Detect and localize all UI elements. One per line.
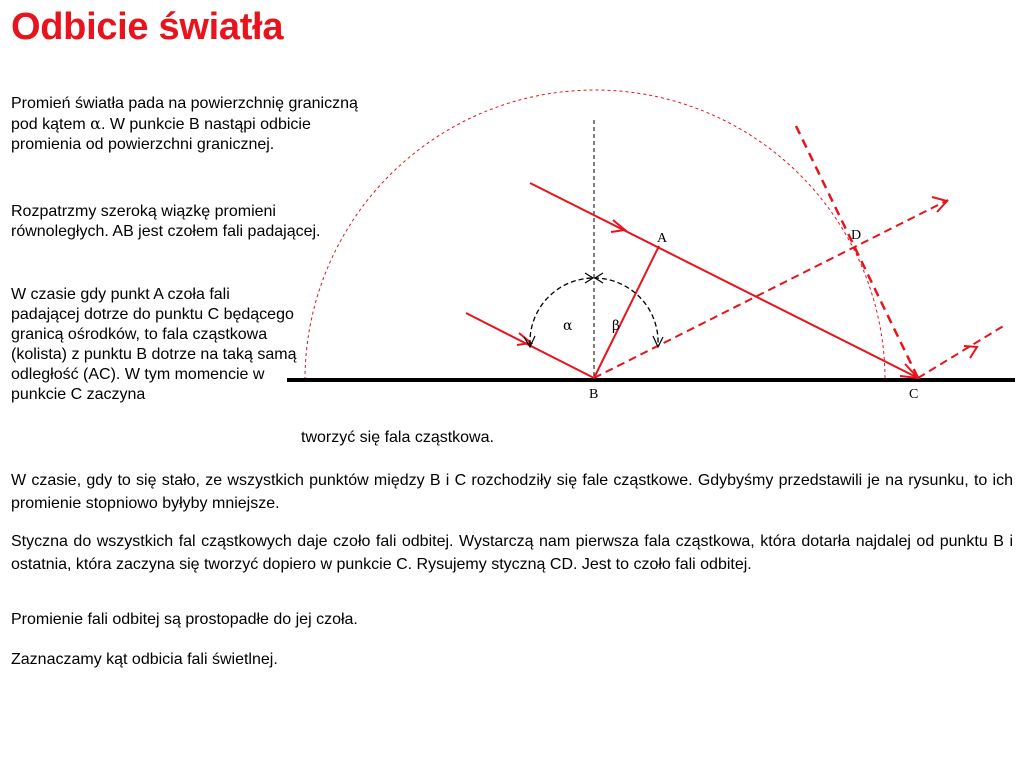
paragraph-secondary-wave-continued: tworzyć się fala cząstkowa.: [301, 429, 494, 446]
paragraph-reflection-angle: Zaznaczamy kąt odbicia fali świetlnej.: [11, 651, 278, 668]
angle-arc-alpha: [530, 278, 594, 345]
paragraph-wide-beam: Rozpatrzmy szeroką wiązkę promieni równoległych. AB jest czołem fali padającej.: [11, 203, 321, 240]
wavefront-ab: [594, 246, 659, 378]
paragraph-tangent: Styczna do wszystkich fal cząstkowych daje czoło fali odbitej. Wystarczą nam pierwsza fala cząstkowa, która dotarła najdalej od punktu B i ostatnia, która zaczyna się tworzyć dopiero w punkcie C. Rysujemy styczną CD. Jest to czoło fali odbitej.: [11, 533, 1013, 573]
label-angle-alpha: α: [563, 318, 573, 334]
incident-ray-upper-arrow: [611, 220, 625, 232]
slide-title: Odbicie światła: [11, 6, 284, 48]
paragraph-perpendicular: Promienie fali odbitej są prostopadłe do jej czoła.: [11, 611, 358, 628]
label-point-a: A: [657, 231, 668, 246]
intro-text-end: . W punkcie B nastąpi odbicie promienia od powierzchni granicznej.: [11, 116, 311, 153]
incident-ray-lower: [466, 313, 594, 378]
reflected-ray-b-arrow: [932, 197, 947, 212]
paragraph-wavelets: W czasie, gdy to się stało, ze wszystkich punktów między B i C rozchodziły się fale cząstkowe. Gdybyśmy przedstawili je na rysunku, to ich promienie stopniowo byłyby mniejsze.: [11, 472, 1013, 512]
wavefront-cd: [796, 126, 918, 378]
alpha-symbol: α: [90, 114, 101, 133]
wavelet-arc-b: [305, 90, 885, 380]
label-angle-beta: β: [612, 318, 621, 334]
label-point-c: C: [909, 387, 919, 402]
label-point-b: B: [589, 387, 599, 402]
reflected-ray-b: [594, 200, 948, 378]
intro-text-start: Promień światła pada na powierzchnię graniczną pod kątem: [11, 95, 358, 133]
reflected-ray-c: [918, 325, 1005, 378]
paragraph-secondary-wave: W czasie gdy punkt A czoła fali padającej dotrze do punktu C będącego granicą ośrodków, to fala cząstkowa (kolista) z punktu B dotrze na taką samą odległość (AC). W tym momencie w punkcie C zaczyna: [11, 286, 297, 403]
label-point-d: D: [851, 228, 862, 243]
